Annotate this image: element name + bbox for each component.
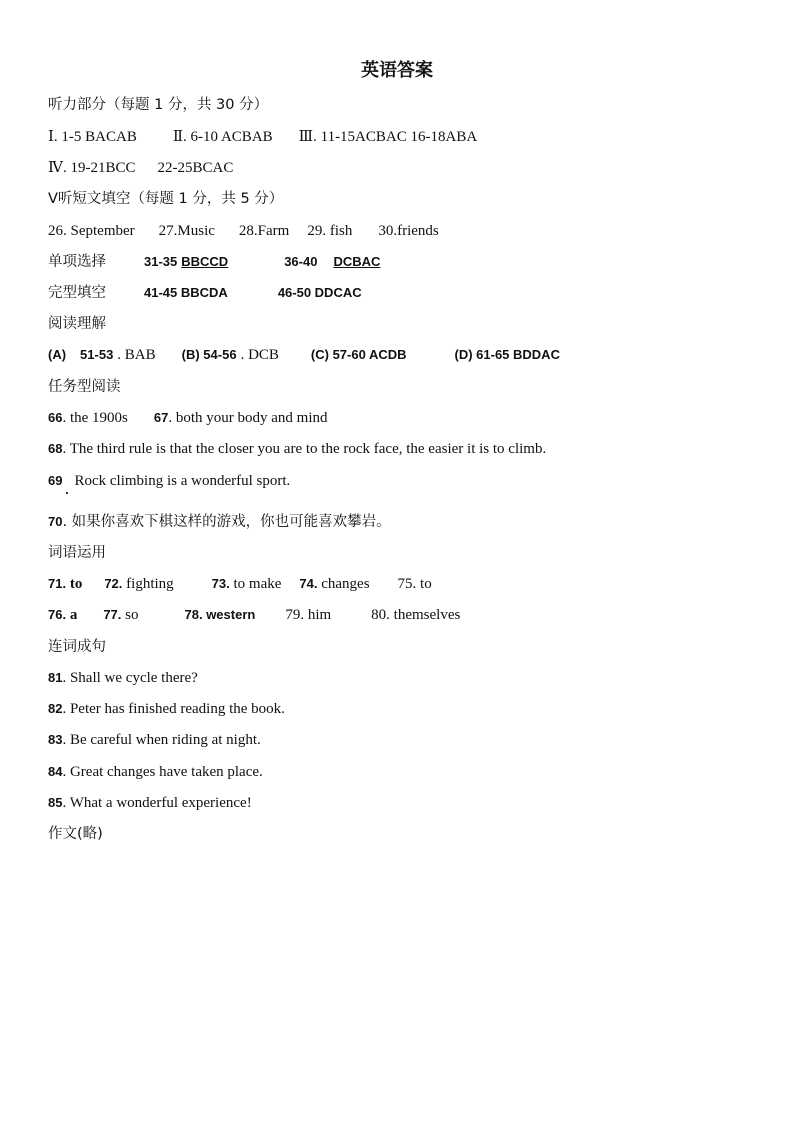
q72-answer: fighting: [122, 576, 174, 592]
q78-number: 78.: [184, 607, 203, 622]
reading-d-answer: (D) 61-65 BDDAC: [454, 347, 560, 362]
answer-27: 27.Music: [158, 223, 215, 239]
q85-number: 85: [48, 795, 63, 810]
q78-answer: western: [202, 607, 256, 622]
q68-answer: . The third rule is that the closer you are to the rock face, the easier it is to climb.: [62, 441, 547, 457]
task-reading-70: [48, 511, 391, 533]
listening-row-2: [48, 157, 233, 179]
reading-c-answer: (C) 57-60 ACDB: [310, 347, 407, 362]
q74-number: 74.: [299, 576, 318, 591]
listening-part-4b: 22-25BCAC: [157, 160, 234, 176]
q67-number: 67: [153, 410, 169, 425]
q85-answer: . What a wonderful experience!: [62, 795, 252, 811]
sentence-83: [48, 729, 261, 751]
listening-fill-header: Ⅴ听短文填空（每题 1 分，共 5 分）: [48, 191, 284, 207]
q80-answer: 80. themselves: [371, 607, 461, 623]
writing-label: 作文(略): [48, 826, 103, 842]
word-use-label: 词语运用: [48, 545, 106, 561]
cloze-answer-b: 46-50 DDCAC: [277, 285, 362, 300]
page-title: 英语答案: [361, 60, 433, 81]
q83-answer: . Be careful when riding at night.: [62, 732, 261, 748]
listening-part-3: Ⅲ. 11-15ACBAC 16-18ABA: [298, 129, 478, 145]
reading-answers: [48, 344, 560, 366]
q69-answer: Rock climbing is a wonderful sport.: [74, 473, 291, 489]
single-choice-range-a: 31-35: [144, 254, 178, 269]
listening-part-4: Ⅳ. 19-21BCC: [48, 160, 136, 176]
stray-dot: [66, 492, 68, 494]
reading-a-range: 51-53: [80, 347, 114, 362]
cloze-label: 完型填空: [48, 285, 106, 301]
reading-b-range: (B) 54-56: [181, 347, 237, 362]
q66-number: 66: [48, 410, 63, 425]
q69-number: 69: [48, 473, 63, 488]
reading-a-label: (A): [48, 347, 67, 362]
listening-part-1: Ⅰ. 1-5 BACAB: [48, 129, 137, 145]
q84-answer: . Great changes have taken place.: [62, 764, 263, 780]
q76-answer: a: [66, 607, 78, 623]
task-reading-68: [48, 438, 546, 460]
q83-number: 83: [48, 732, 63, 747]
single-choice-label: 单项选择: [48, 254, 106, 270]
q84-number: 84: [48, 764, 63, 779]
q81-answer: . Shall we cycle there?: [62, 670, 198, 686]
q70-answer: . 如果你喜欢下棋这样的游戏，你也可能喜欢攀岩。: [62, 514, 391, 530]
q76-number: 76.: [48, 607, 67, 622]
listening-part-2: Ⅱ. 6-10 ACBAB: [172, 129, 273, 145]
q81-number: 81: [48, 670, 63, 685]
q74-answer: changes: [317, 576, 370, 592]
cloze-answer-a: 41-45 BBCDA: [144, 285, 228, 300]
q73-number: 73.: [211, 576, 230, 591]
sentence-82: [48, 698, 285, 720]
cloze-row: [48, 282, 362, 304]
sentence-85: [48, 792, 252, 814]
q77-answer: so: [121, 607, 139, 623]
sentences-label: 连词成句: [48, 639, 106, 655]
q79-answer: 79. him: [285, 607, 332, 623]
listening-row-1: [48, 126, 477, 148]
answer-29: 29. fish: [307, 223, 353, 239]
task-reading-69: [48, 470, 290, 492]
single-choice-range-b: 36-40: [284, 254, 318, 269]
sentence-81: [48, 667, 198, 689]
q67-answer: . both your body and mind: [168, 410, 328, 426]
listening-fill-answers: [48, 220, 439, 242]
q66-answer: . the 1900s: [62, 410, 128, 426]
q75-answer: 75. to: [397, 576, 432, 592]
q82-number: 82: [48, 701, 63, 716]
single-choice-answer-b: DCBAC: [333, 254, 381, 269]
answer-30: 30.friends: [378, 223, 439, 239]
q82-answer: . Peter has finished reading the book.: [62, 701, 285, 717]
answer-26: 26. September: [48, 223, 135, 239]
reading-a-answer: . BAB: [117, 347, 156, 363]
task-reading-label: 任务型阅读: [48, 379, 121, 395]
listening-header: 听力部分（每题 1 分，共 30 分）: [48, 97, 269, 113]
task-reading-66-67: [48, 407, 328, 429]
word-use-row-1: [48, 573, 432, 595]
answer-28: 28.Farm: [238, 223, 290, 239]
reading-label: 阅读理解: [48, 316, 106, 332]
q72-number: 72.: [104, 576, 123, 591]
q77-number: 77.: [103, 607, 122, 622]
q73-answer: to make: [229, 576, 282, 592]
reading-b-answer: . DCB: [240, 347, 279, 363]
q71-number: 71.: [48, 576, 67, 591]
q70-number: 70: [48, 514, 63, 529]
q68-number: 68: [48, 441, 63, 456]
sentence-84: [48, 761, 263, 783]
single-choice-answer-a: BBCCD: [181, 254, 229, 269]
single-choice-row: [48, 251, 380, 273]
word-use-row-2: [48, 604, 460, 626]
q71-answer: to: [66, 576, 83, 592]
